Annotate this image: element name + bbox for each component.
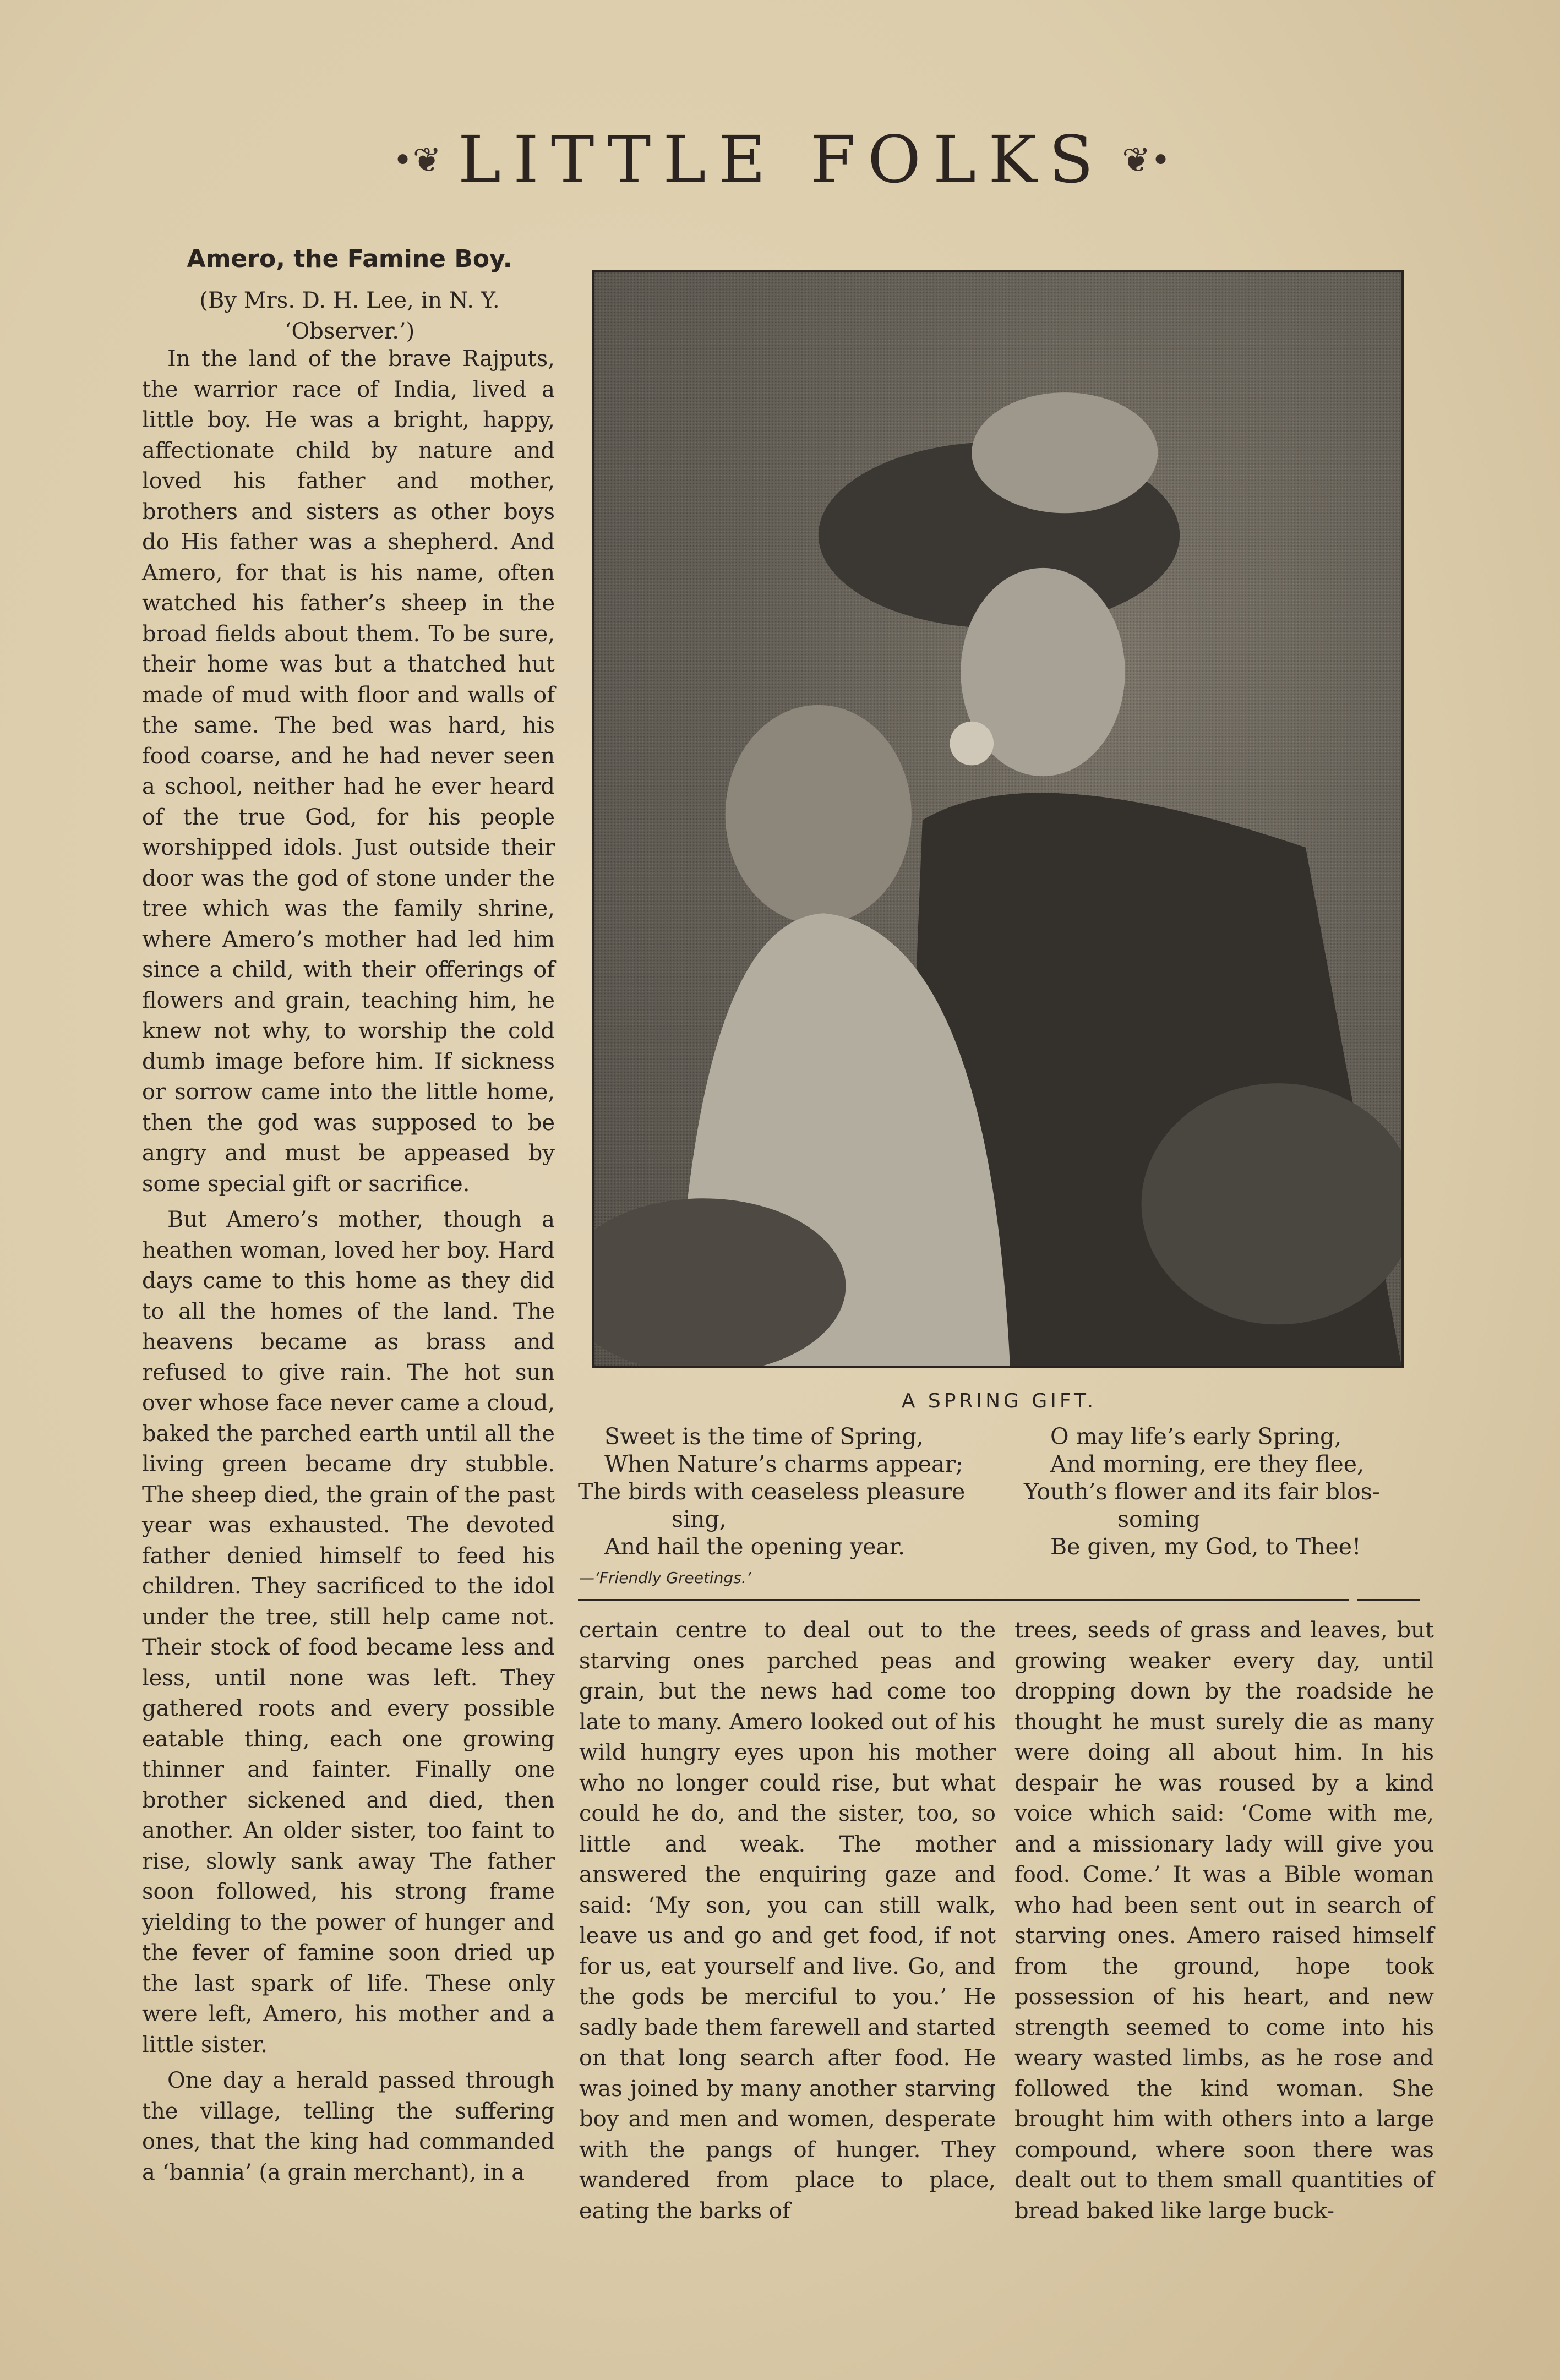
poem-line: sing, (672, 1506, 727, 1532)
poem-line: When Nature’s charms appear; (604, 1451, 963, 1477)
paragraph-col2: certain centre to deal out to the starving ones parched peas and grain, but the news had come too late to many. Amero looked out of his wild hungry eyes upon his mother who no longer could rise, but what could he do, and the sister, too, so little and weak. The mother answered the enquiring gaze and said: ‘My son, you can still walk, leave us and go and get food, if not for us, eat yourself and live. Go, and the gods be merciful to you.’ He sadly bade them farewell and started on that long search after food. He was joined by many another starving boy and men and women, desperate with the pangs of hunger. They wandered from place to place, eating the barks of (579, 1618, 996, 2224)
poem-line: Youth’s flower and its fair blos- (1024, 1478, 1380, 1505)
poem-title: A SPRING GIFT. (901, 1390, 1097, 1412)
paragraph-col3: trees, seeds of grass and leaves, but growing weaker every day, until dropping down by the roadside he thought he must surely die as many were doing all about him. In his despair he was roused by a kind voice which said: ‘Come with me, and a missionary lady will give you food. Come.’ It was a Bible woman who had been sent out in search of starving ones. Amero raised himself from the ground, hope took possession of his heart, and new strength seemed to come into his weary wasted limbs, as he rose and followed the kind woman. She brought him with others into a large compound, where soon there was dealt out to them small quantities of bread baked like large buck- (1014, 1618, 1434, 2224)
spring-gift-illustration (594, 272, 1401, 1366)
paragraph-2: But Amero’s mother, though a heathen woman, loved her boy. Hard days came to this home as they did to all the homes of the land. The heavens became as brass and refused to give rain. The hot sun over whose face never came a cloud, baked the parched earth until all the living green became dry stubble. The sheep died, the grain of the past year was exhausted. The devoted father denied himself to feed his children. They sacrificed to the idol under the tree, still help came not. Their stock of food became less and less, until none was left. They gathered roots and every possible eatable thing, each one growing thinner and fainter. Finally one brother sickened and died, then another. An older sister, too faint to rise, slowly sank away The father soon followed, his strong frame yielding to the power of hunger and the fever of famine soon dried up the last spark of life. These only were left, Amero, his mother and a little sister. (142, 1207, 555, 2057)
poem-line: soming (1117, 1506, 1201, 1532)
ornament-left-icon: •❦ (392, 139, 441, 180)
poem-line: Be given, my God, to Thee! (1050, 1533, 1361, 1560)
column-1 (142, 344, 555, 2188)
poem-stanza-right (1024, 1423, 1437, 1560)
poem-line: And morning, ere they flee, (1050, 1451, 1365, 1477)
masthead (330, 118, 1233, 201)
divider-rule (578, 1599, 1349, 1601)
section-title: LITTLE FOLKS (457, 122, 1106, 198)
paragraph-3: One day a herald passed through the village, telling the suffering ones, that the king had commanded a ‘bannia’ (a grain merchant), in a (142, 2068, 555, 2185)
article-byline: (By Mrs. D. H. Lee, in N. Y. ‘Observer.’) (199, 288, 500, 344)
poem-line: And hail the opening year. (604, 1533, 905, 1560)
article-title: Amero, the Famine Boy. (187, 245, 512, 273)
column-2 (579, 1615, 996, 2226)
poem-line: Sweet is the time of Spring, (604, 1423, 924, 1450)
poem-line: The birds with ceaseless pleasure (578, 1478, 966, 1505)
paragraph-1: In the land of the brave Rajputs, the warrior race of India, lived a little boy. He was a bright, happy, affectionate child by nature and loved his father and mother, brothers and sisters as other boys do His father was a shepherd. And Amero, for that is his name, often watched his father’s sheep in the broad fields about them. To be sure, their home was but a thatched hut made of mud with floor and walls of the same. The bed was hard, his food coarse, and he had never seen a school, neither had he ever heard of the true God, for his people worshipped idols. Just outside their door was the god of stone under the tree which was the family shrine, where Amero’s mother had led him since a child, with their offerings of flowers and grain, teaching him, he knew not why, to worship the cold dumb image before him. If sickness or sorrow came into the little home, then the god was supposed to be angry and must be appeased by some special gift or sacrifice. (142, 346, 555, 1197)
divider-rule-short (1357, 1599, 1420, 1601)
poem-line: O may life’s early Spring, (1050, 1423, 1342, 1450)
engraving-image (592, 270, 1404, 1368)
poem-credit: —‘Friendly Greetings.’ (579, 1569, 751, 1587)
ornament-right-icon: ❦• (1122, 139, 1171, 180)
column-3 (1014, 1615, 1434, 2226)
poem-stanza-left (578, 1423, 1007, 1560)
